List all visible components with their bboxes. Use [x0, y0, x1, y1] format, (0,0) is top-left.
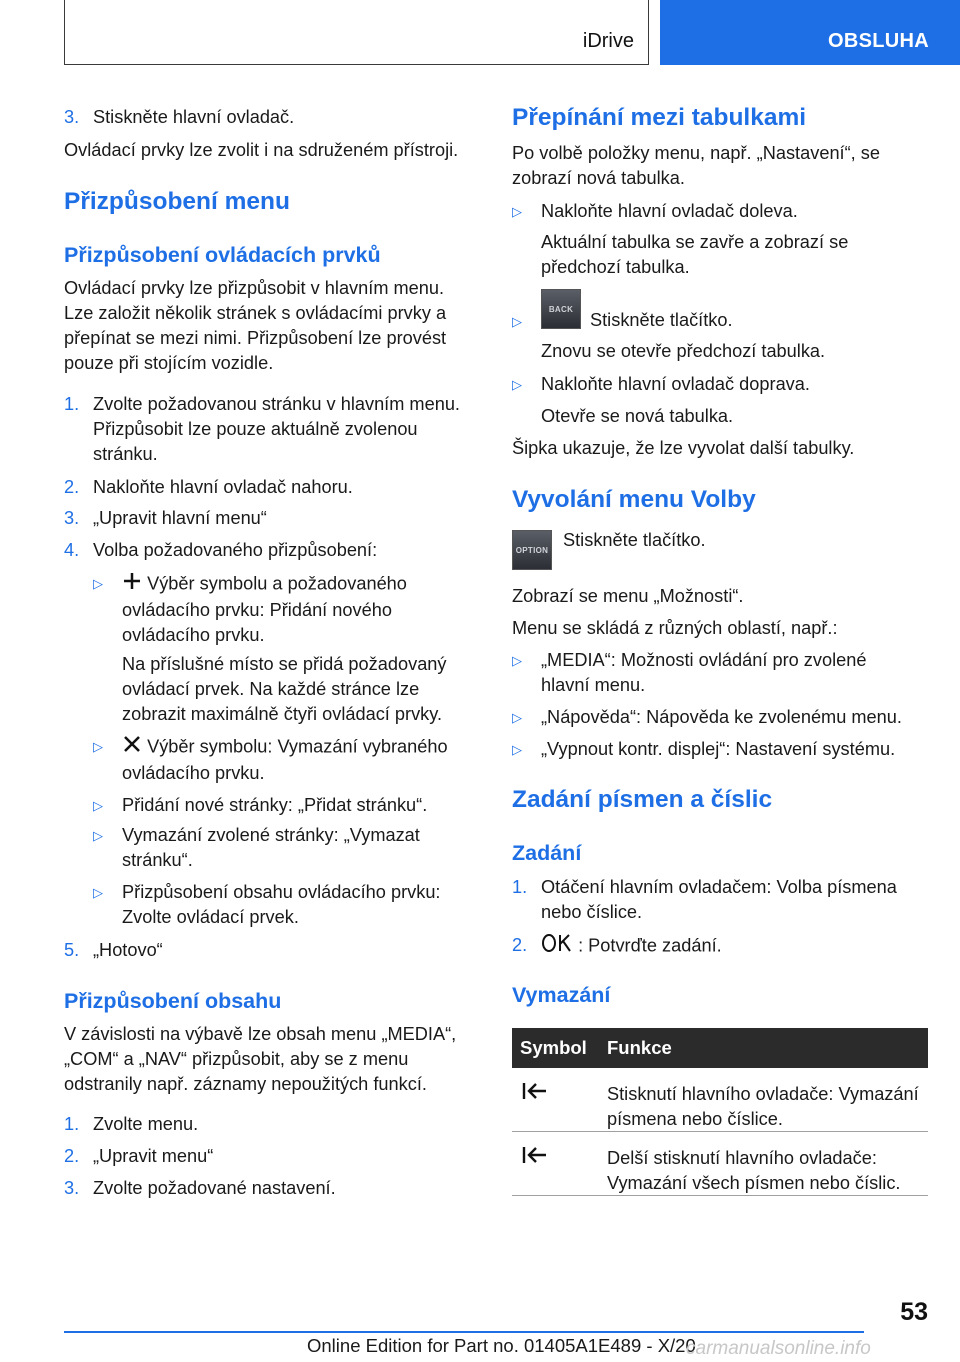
step-text: Zvolte požadované nastavení.	[93, 1178, 336, 1198]
table-row	[512, 1132, 928, 1196]
step-text: „Upravit menu“	[93, 1146, 214, 1166]
sub-add-control-note: Na příslušné místo se přidá požadovaný ovládací prvek. Na každé stránce lze zobrazit maximálně čtyři ovládací prvky.	[122, 654, 447, 724]
intro-note: Ovládací prvky lze zvolit i na sdruženém přístroji.	[64, 140, 459, 160]
table-cell-function: Delší stisknutí hlavního ovladače: Vymazání všech písmen nebo číslic.	[607, 1148, 901, 1193]
footer-divider	[64, 1331, 864, 1333]
bullet-back-note: Znovu se otevře předchozí tabulka.	[541, 341, 826, 361]
step-text: Zvolte požadovanou stránku v hlavním menu. Přizpůsobit lze pouze aktuálně zvolenou stránku.	[93, 394, 460, 464]
intro-step	[64, 105, 476, 130]
header-chapter-tab	[660, 0, 960, 65]
table-cell-function: Stisknutí hlavního ovladače: Vymazání písmena nebo číslice.	[607, 1084, 919, 1129]
bullet-triangle-icon: ▷	[512, 742, 522, 757]
step-number: 4.	[64, 540, 80, 560]
step-number: 3.	[64, 508, 80, 528]
step-number: 1.	[64, 394, 80, 414]
controls-paragraph: Ovládací prvky lze přizpůsobit v hlavním menu. Lze založit několik stránek s ovládacími prvky a přepínat se mezi nimi. Přizpůsobení lze provést pouze při stojícím vozidle.	[64, 278, 447, 373]
heading-switch-tables: Přepínání mezi tabulkami	[512, 104, 807, 131]
bullet-triangle-icon: ▷	[512, 653, 522, 668]
page-number: 53	[900, 1298, 928, 1326]
sub-delete-control-body	[93, 734, 473, 786]
bullet-tilt-left-text: Nakloňte hlavní ovladač doleva.	[541, 201, 798, 221]
step-text: Zvolte menu.	[93, 1114, 199, 1134]
backspace-arrow-icon	[520, 1144, 552, 1173]
backspace-arrow-icon	[520, 1080, 552, 1109]
option-help	[512, 705, 928, 730]
table-header-function: Funkce	[607, 1037, 672, 1058]
step-number: 2.	[512, 935, 528, 955]
heading-option-menu: Vyvolání menu Volby	[512, 486, 756, 513]
bullet-triangle-icon: ▷	[93, 739, 103, 754]
step-1	[64, 392, 476, 467]
sub-delete-control	[93, 734, 473, 786]
sub-delete-page	[93, 823, 453, 873]
step-text: : Potvrďte zadání.	[578, 935, 722, 956]
bullet-triangle-icon: ▷	[512, 314, 522, 329]
header-section-box	[64, 0, 649, 65]
enter-step-1	[512, 875, 912, 925]
heading-menu: Přizpůsobení menu	[64, 188, 290, 215]
step-number: 5.	[64, 940, 80, 960]
sub-add-control-text: Výběr symbolu a požadovaného ovládacího prvku: Přidání nového ovládacího prvku.	[122, 573, 407, 645]
close-x-icon	[122, 734, 142, 761]
sub-add-page-text: Přidání nové stránky: „Přidat stránku“.	[122, 795, 428, 815]
plus-icon	[122, 571, 142, 598]
step-number: 1.	[64, 1114, 80, 1134]
option-help-text: „Nápověda“: Nápověda ke zvolenému menu.	[541, 707, 902, 727]
option-note-2: Menu se skládá z různých oblastí, např.:	[512, 618, 838, 638]
content-step-2	[64, 1144, 476, 1169]
bullet-back-button	[512, 289, 928, 333]
option-button-icon	[512, 530, 552, 570]
bullet-triangle-icon: ▷	[512, 204, 522, 219]
step-number: 1.	[512, 877, 528, 897]
step-text: Stiskněte hlavní ovladač.	[93, 107, 295, 127]
option-display-off-text: „Vypnout kontr. displej“: Nastavení systému.	[541, 739, 896, 759]
sub-add-control	[93, 571, 473, 648]
step-2	[64, 475, 476, 500]
bullet-triangle-icon: ▷	[93, 828, 103, 843]
heading-input: Zadání písmen a číslic	[512, 786, 773, 813]
bullet-triangle-icon: ▷	[93, 576, 103, 591]
sub-add-page	[93, 793, 476, 818]
bullet-triangle-icon: ▷	[93, 798, 103, 813]
step-number: 3.	[64, 107, 80, 127]
table-row	[512, 1068, 928, 1132]
bullet-triangle-icon: ▷	[512, 377, 522, 392]
step-number: 2.	[64, 477, 80, 497]
content-paragraph: V závislosti na výbavě lze obsah menu „MEDIA“, „COM“ a „NAV“ přizpůsobit, aby se z menu odstranily např. záznamy nepoužitých funkcí.	[64, 1024, 457, 1094]
sub-add-control-body	[93, 571, 473, 648]
option-display-off	[512, 737, 928, 762]
back-button-icon	[541, 289, 581, 329]
sub-delete-control-text: Výběr symbolu: Vymazání vybraného ovládacího prvku.	[122, 736, 448, 783]
bullet-back-text: Stiskněte tlačítko.	[590, 310, 733, 330]
step-text: Nakloňte hlavní ovladač nahoru.	[93, 477, 353, 497]
step-text: Otáčení hlavním ovladačem: Volba písmena nebo číslice.	[541, 877, 897, 922]
option-media	[512, 648, 912, 698]
step-text: Volba požadovaného přizpůsobení:	[93, 540, 378, 560]
table-header	[512, 1028, 928, 1068]
option-note: Zobrazí se menu „Možnosti“.	[512, 586, 744, 606]
heading-enter: Zadání	[512, 841, 582, 865]
bullet-triangle-icon: ▷	[512, 710, 522, 725]
heading-controls: Přizpůsobení ovládacích prvků	[64, 243, 381, 267]
step-4	[64, 538, 476, 563]
sub-delete-page-text: Vymazání zvolené stránky: „Vymazat stránku“.	[122, 825, 420, 870]
bullet-triangle-icon: ▷	[93, 885, 103, 900]
delete-table	[512, 1028, 928, 1196]
footer-edition: Online Edition for Part no. 01405A1E489 - X/20	[307, 1335, 696, 1356]
content-step-3	[64, 1176, 476, 1201]
bullet-tilt-left	[512, 199, 928, 224]
enter-step-2	[512, 933, 928, 960]
ok-icon	[541, 933, 573, 960]
back-button-label: BACK	[548, 304, 574, 314]
step-text: „Upravit hlavní menu“	[93, 508, 267, 528]
switch-paragraph: Po volbě položky menu, např. „Nastavení“, se zobrazí nová tabulka.	[512, 143, 880, 188]
bullet-tilt-right	[512, 372, 928, 397]
bullet-tilt-right-note: Otevře se nová tabulka.	[541, 406, 734, 426]
step-3	[64, 506, 476, 531]
heading-content: Přizpůsobení obsahu	[64, 989, 282, 1013]
header-chapter-title: OBSLUHA	[828, 30, 929, 52]
step-number: 2.	[64, 1146, 80, 1166]
table-header-symbol: Symbol	[520, 1037, 587, 1058]
bullet-tilt-left-note: Aktuální tabulka se zavře a zobrazí se předchozí tabulka.	[541, 232, 849, 277]
step-text: „Hotovo“	[93, 940, 163, 960]
content-step-1	[64, 1112, 476, 1137]
step-5	[64, 938, 476, 963]
header-section-title: iDrive	[582, 30, 634, 52]
arrow-note: Šipka ukazuje, že lze vyvolat další tabulky.	[512, 438, 855, 458]
option-media-text: „MEDIA“: Možnosti ovládání pro zvolené hlavní menu.	[541, 650, 867, 695]
option-press-text: Stiskněte tlačítko.	[563, 530, 706, 550]
sub-content-control-text: Přizpůsobení obsahu ovládacího prvku: Zvolte ovládací prvek.	[122, 882, 441, 927]
sub-content-control	[93, 880, 463, 930]
heading-delete: Vymazání	[512, 983, 611, 1007]
step-number: 3.	[64, 1178, 80, 1198]
option-button-label: OPTION	[515, 545, 549, 555]
watermark: carmanualsonline.info	[686, 1338, 871, 1359]
bullet-tilt-right-text: Nakloňte hlavní ovladač doprava.	[541, 374, 810, 394]
